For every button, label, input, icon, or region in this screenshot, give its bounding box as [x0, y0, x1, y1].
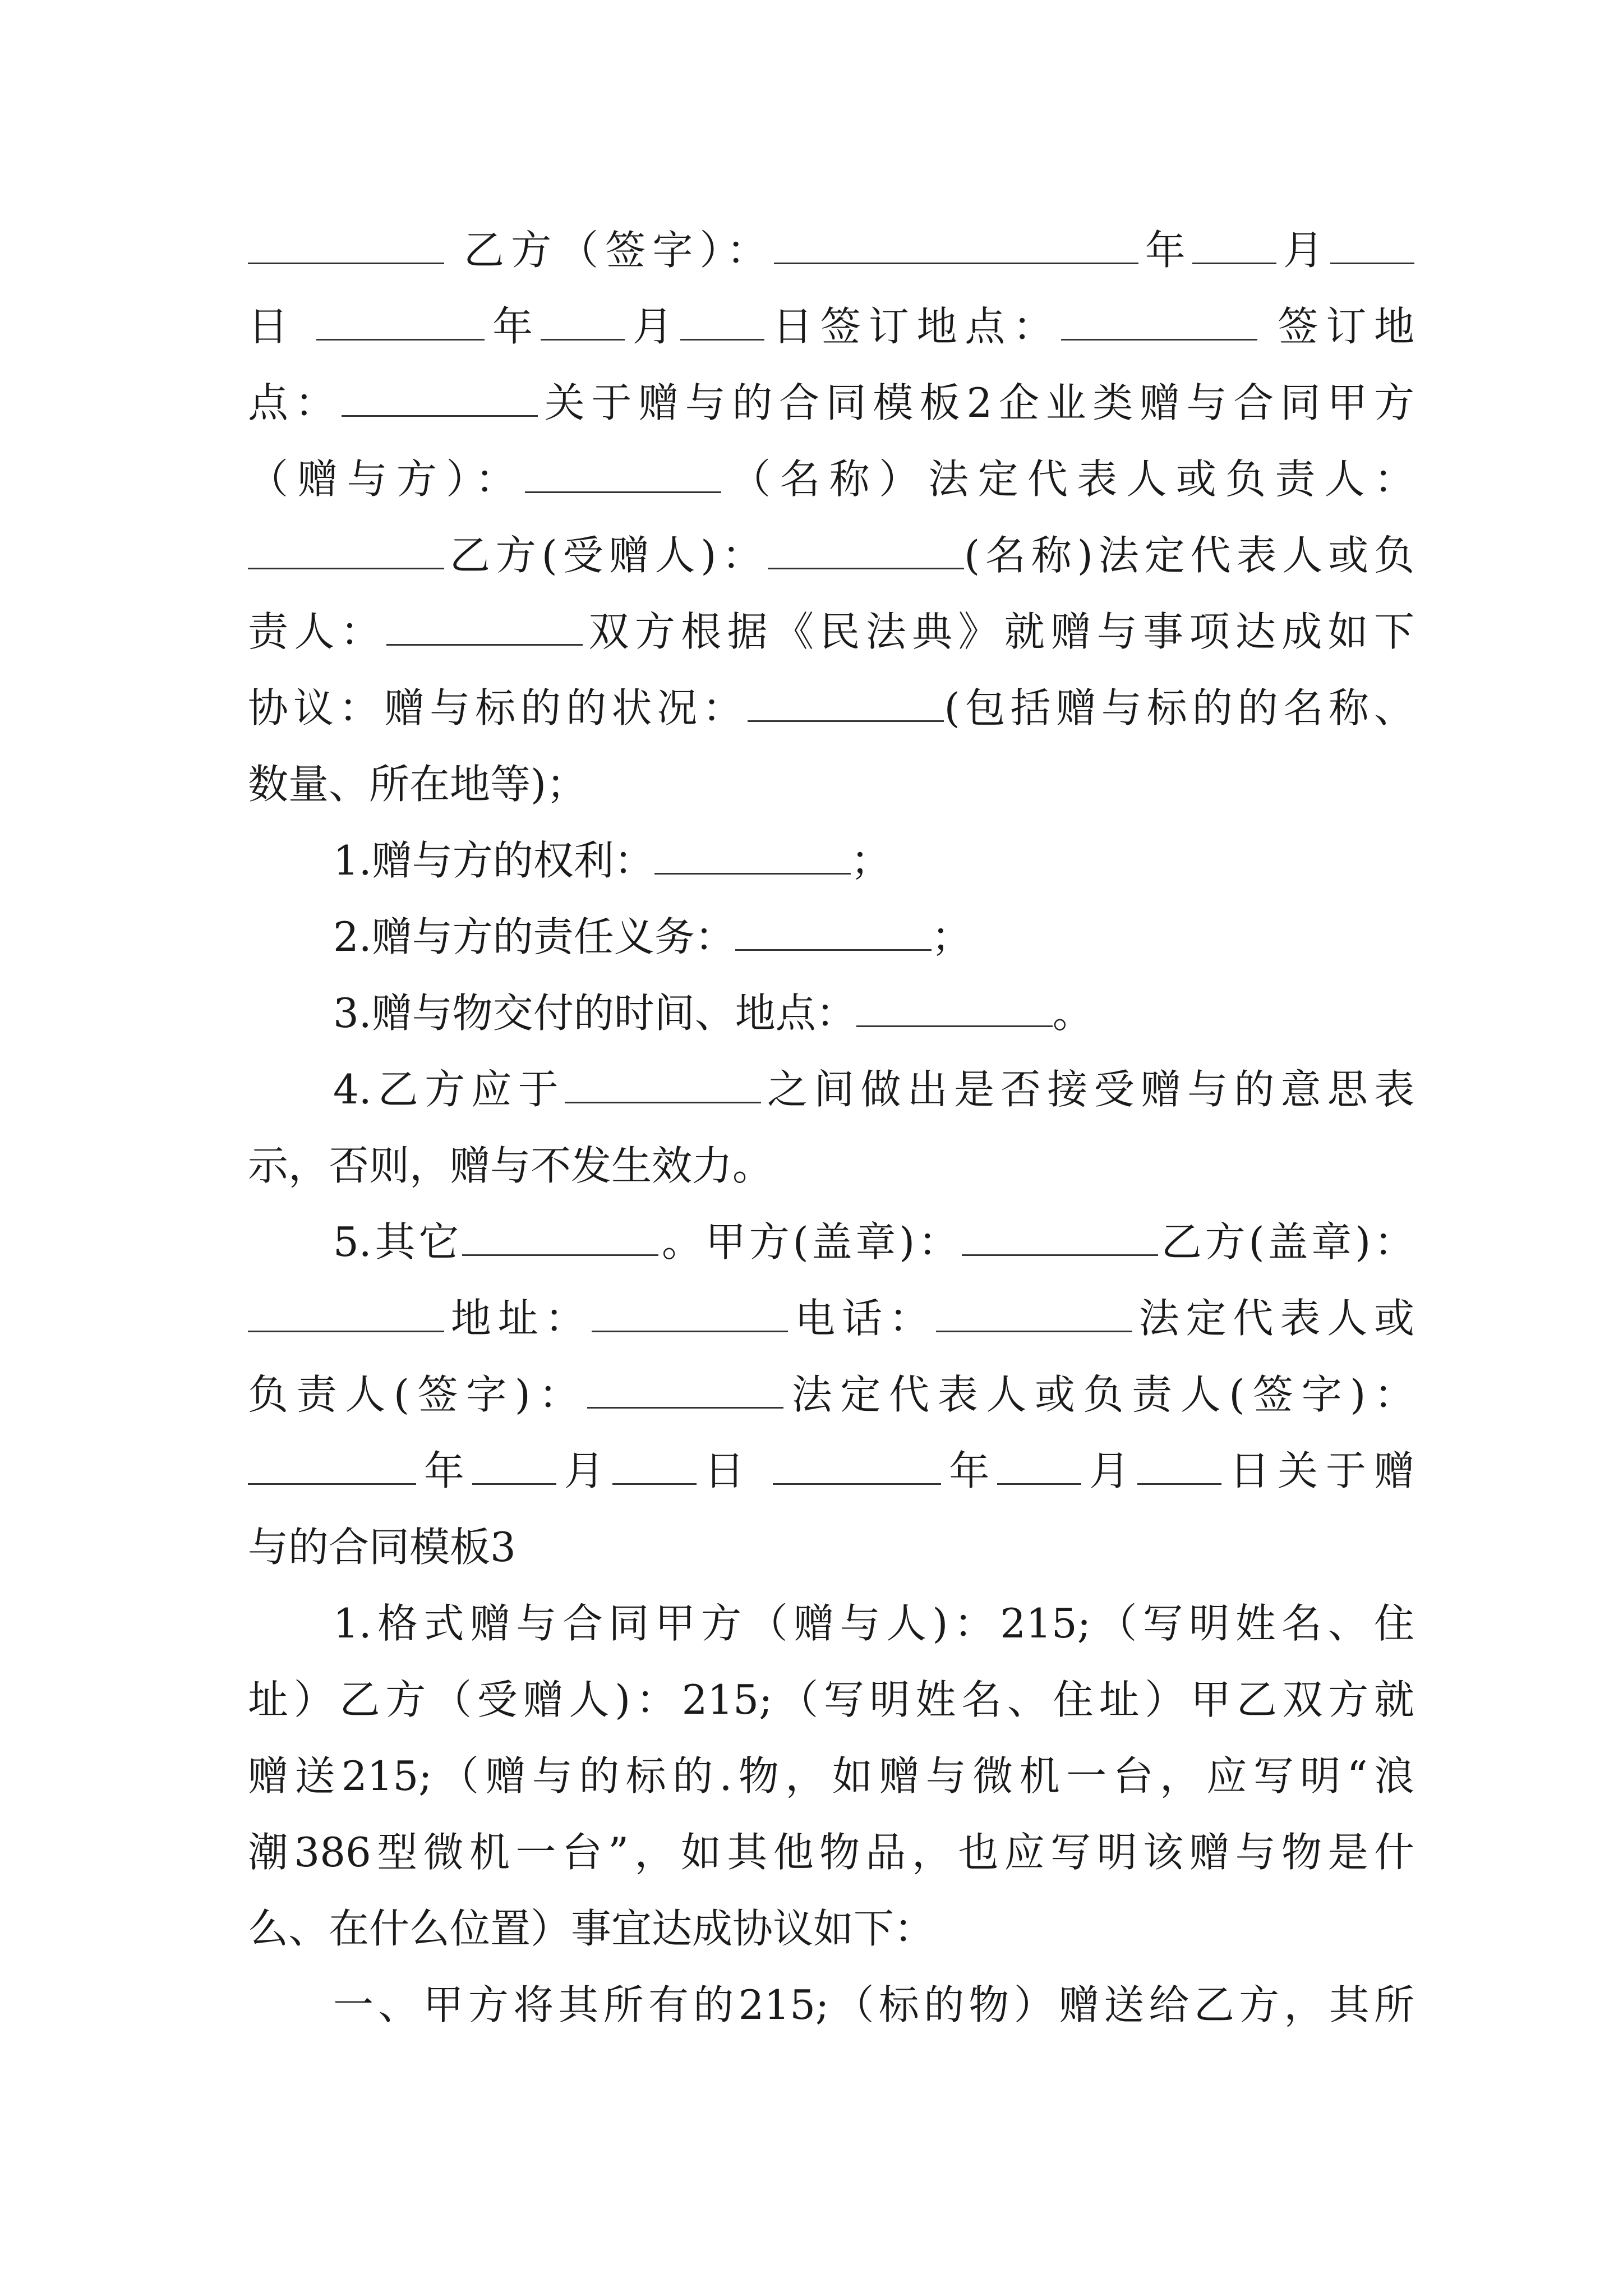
- text-line-13: [248, 1128, 1414, 1204]
- text-segment: 日签订地点：: [764, 303, 1061, 350]
- text-segment: 月: [1081, 1447, 1138, 1494]
- fill-blank: [856, 991, 1053, 1027]
- text-segment: 5.其它: [333, 1218, 463, 1266]
- text-segment: （名称）法定代表人或负责人：: [721, 455, 1414, 503]
- fill-blank: [248, 1448, 416, 1485]
- text-segment: 年: [1138, 227, 1192, 274]
- text-segment: 点：: [248, 379, 342, 426]
- text-segment: 址）乙方（受赠人)：215;（写明姓名、住址）甲乙双方就: [248, 1676, 1414, 1723]
- text-line-21: [248, 1738, 1414, 1814]
- fill-blank: [248, 533, 444, 569]
- fill-blank: [654, 838, 851, 875]
- text-line-15: [248, 1280, 1414, 1356]
- fill-blank: [612, 1448, 697, 1485]
- text-line-5: [248, 517, 1414, 593]
- text-line-1: [248, 212, 1414, 288]
- fill-blank: [541, 304, 625, 341]
- fill-blank: [587, 1372, 783, 1409]
- text-line-18: [248, 1509, 1414, 1585]
- text-segment: 1.赠与方的权利：: [333, 837, 654, 884]
- fill-blank: [386, 609, 583, 646]
- fill-blank: [774, 228, 1138, 264]
- text-segment: 3.赠与物交付的时间、地点：: [333, 990, 856, 1037]
- text-line-4: [248, 441, 1414, 517]
- fill-blank: [748, 685, 944, 722]
- fill-blank: [768, 533, 964, 569]
- text-segment: 关于赠与的合同模板2企业类赠与合同甲方: [538, 379, 1414, 426]
- fill-blank: [592, 1296, 788, 1332]
- text-line-16: [248, 1356, 1414, 1433]
- text-segment: 乙方(受赠人)：: [444, 532, 768, 579]
- text-segment: （赠与方）：: [248, 455, 525, 503]
- text-segment: 协议：赠与标的的状况：: [248, 684, 748, 731]
- contract-text: [248, 212, 1414, 2043]
- text-segment: 日: [696, 1447, 753, 1494]
- text-line-23: [248, 1890, 1414, 1967]
- text-segment: 乙方（签字）：: [463, 227, 774, 274]
- text-line-19: [248, 1585, 1414, 1662]
- text-line-17: [248, 1433, 1414, 1509]
- text-line-2: [248, 288, 1414, 365]
- text-segment: 数量、所在地等)；: [248, 761, 587, 808]
- text-segment: 责人：: [248, 608, 387, 655]
- text-segment: 签订地: [1278, 303, 1414, 350]
- fill-blank: [248, 1296, 444, 1332]
- text-segment: 乙方(盖章)：: [1158, 1218, 1414, 1266]
- text-line-10: [248, 899, 1414, 975]
- text-segment: 赠送215;（赠与的标的.物，如赠与微机一台，应写明“浪: [248, 1752, 1414, 1800]
- fill-blank: [773, 1448, 941, 1485]
- text-segment: 双方根据《民法典》就赠与事项达成如下: [583, 608, 1414, 655]
- fill-blank: [462, 1220, 658, 1256]
- text-segment: 年: [941, 1447, 998, 1494]
- text-segment: 潮386型微机一台”，如其他物品，也应写明该赠与物是什: [248, 1829, 1414, 1876]
- text-segment: 年: [416, 1447, 472, 1494]
- text-segment: 之间做出是否接受赠与的意思表: [760, 1066, 1414, 1113]
- text-segment: 。: [1052, 990, 1093, 1037]
- fill-blank: [342, 380, 538, 417]
- text-segment: 负责人(签字)：: [248, 1371, 588, 1418]
- text-segment: (名称)法定代表人或负: [964, 532, 1414, 579]
- text-line-12: [248, 1051, 1414, 1128]
- text-segment: 月: [556, 1447, 612, 1494]
- fill-blank: [565, 1067, 761, 1103]
- fill-blank: [1330, 228, 1414, 264]
- text-segment: 电话：: [788, 1295, 936, 1342]
- fill-blank: [1137, 1448, 1221, 1485]
- text-line-22: [248, 1814, 1414, 1890]
- text-segment: ；: [931, 913, 972, 960]
- fill-blank: [472, 1448, 556, 1485]
- text-segment: 月: [1276, 227, 1330, 274]
- text-segment: 2.赠与方的责任义务：: [333, 913, 735, 960]
- fill-blank: [248, 228, 444, 264]
- text-line-3: [248, 365, 1414, 441]
- text-segment: 1.格式赠与合同甲方（赠与人)：215;（写明姓名、住: [333, 1600, 1414, 1647]
- text-line-7: [248, 670, 1414, 746]
- fill-blank: [1192, 228, 1276, 264]
- fill-blank: [735, 914, 932, 951]
- text-line-9: [248, 822, 1414, 899]
- text-segment: 年: [485, 303, 541, 350]
- text-line-8: [248, 746, 1414, 822]
- text-segment: 法定代表人或: [1132, 1295, 1414, 1342]
- fill-blank: [316, 304, 485, 341]
- text-line-6: [248, 593, 1414, 670]
- text-segment: 。甲方(盖章)：: [658, 1218, 962, 1266]
- fill-blank: [997, 1448, 1081, 1485]
- text-segment: 法定代表人或负责人(签字)：: [783, 1371, 1414, 1418]
- text-segment: 日关于赠: [1221, 1447, 1414, 1494]
- text-line-24: [248, 1967, 1414, 2043]
- text-line-11: [248, 975, 1414, 1051]
- text-segment: 么、在什么位置）事宜达成协议如下：: [248, 1905, 935, 1952]
- text-segment: 月: [624, 303, 681, 350]
- fill-blank: [1061, 304, 1257, 341]
- text-segment: 示，否则，赠与不发生效力。: [248, 1142, 773, 1189]
- fill-blank: [680, 304, 764, 341]
- fill-blank: [525, 457, 721, 493]
- text-segment: 与的合同模板3: [248, 1524, 516, 1571]
- fill-blank: [936, 1296, 1132, 1332]
- fill-blank: [962, 1220, 1158, 1256]
- text-segment: 一、甲方将其所有的215;（标的物）赠送给乙方，其所: [333, 1981, 1414, 2028]
- text-line-14: [248, 1204, 1414, 1280]
- text-line-20: [248, 1662, 1414, 1738]
- text-segment: 地址：: [444, 1295, 592, 1342]
- text-segment: (包括赠与标的的名称、: [944, 684, 1414, 731]
- text-segment: 4.乙方应于: [333, 1066, 565, 1113]
- text-segment: ；: [850, 837, 891, 884]
- text-segment: 日: [248, 303, 296, 350]
